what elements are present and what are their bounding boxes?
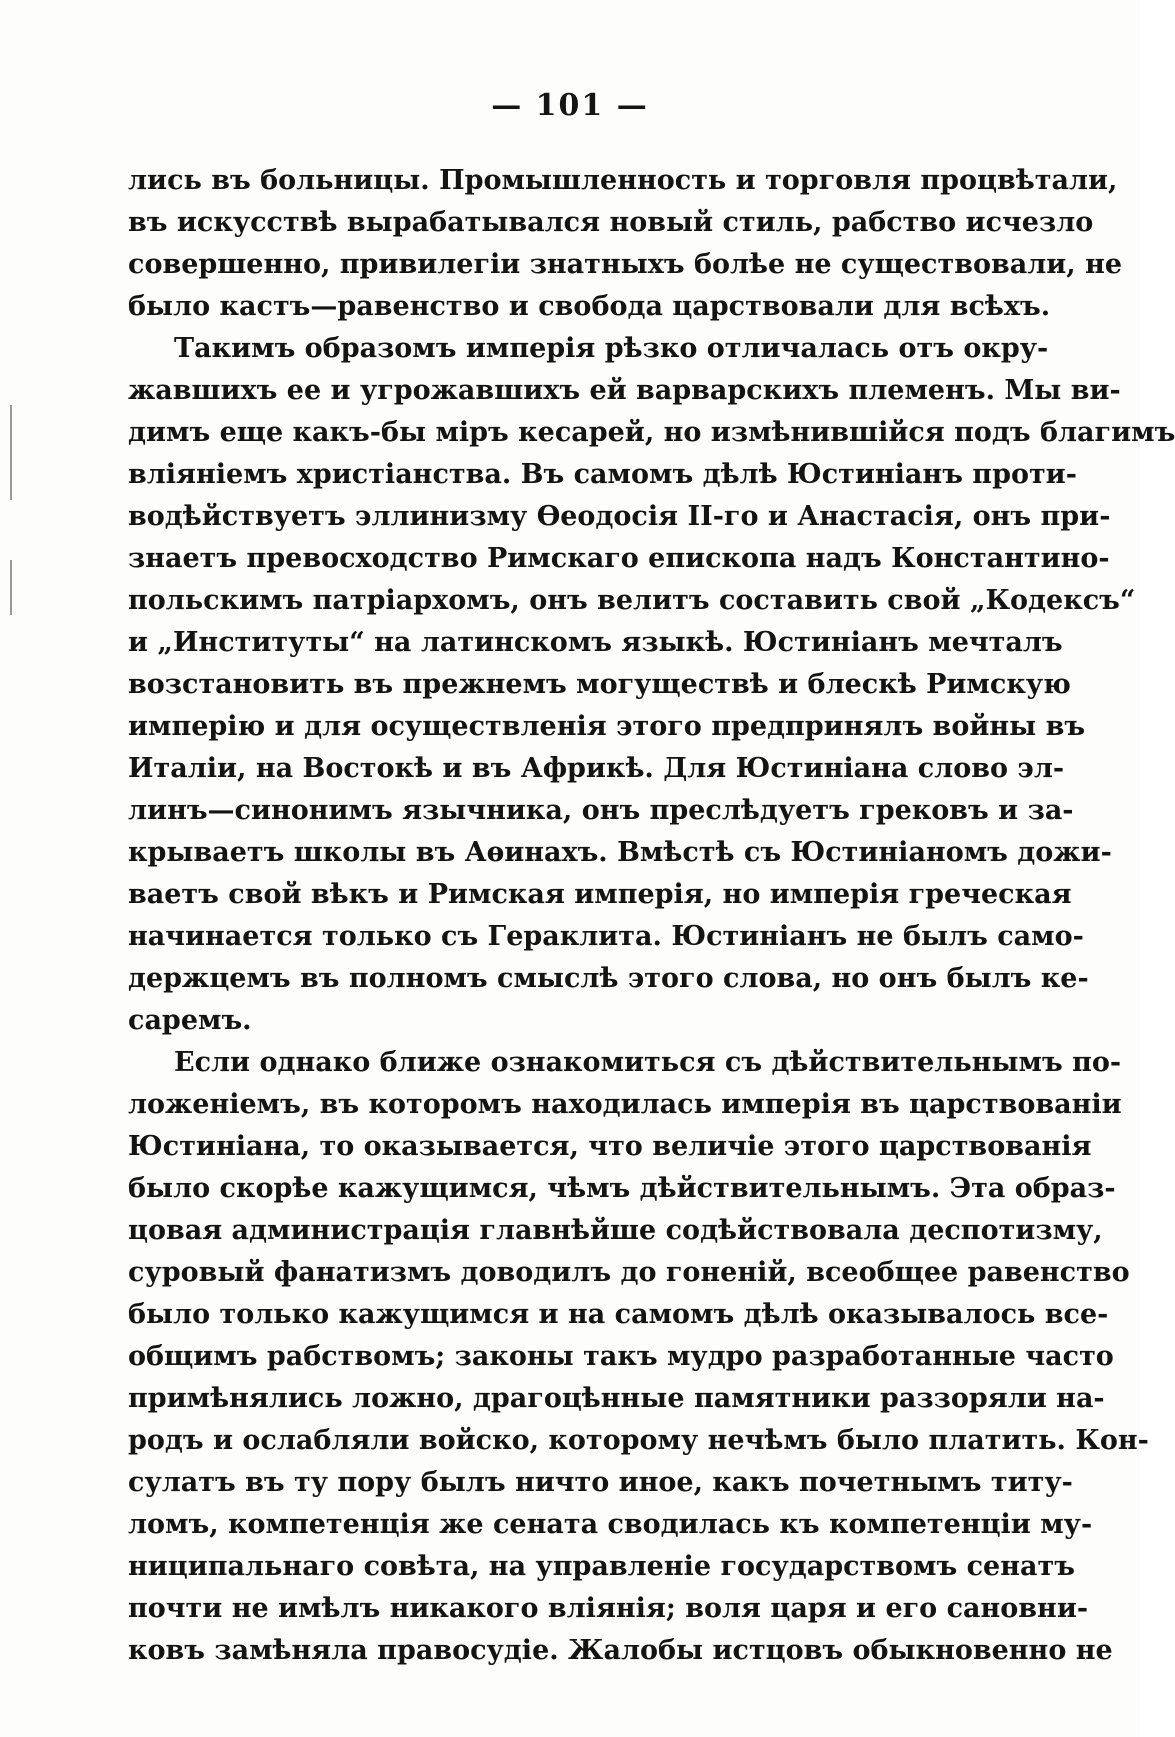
text-line: ложеніемъ, въ которомъ находилась имперія въ царствованіи xyxy=(128,1089,1122,1120)
page-number: — 101 — xyxy=(491,88,649,123)
text-line: возстановить въ прежнемъ могуществѣ и блескѣ Римскую xyxy=(128,669,1071,700)
text-line: Италіи, на Востокѣ и въ Африкѣ. Для Юстиніана слово эл- xyxy=(128,753,1065,784)
text-line: имперію и для осуществленія этого предпринялъ войны въ xyxy=(128,711,1086,742)
text-line: польскимъ патріархомъ, онъ велитъ составить свой „Кодексъ“ xyxy=(128,585,1136,616)
text-line: примѣнялись ложно, драгоцѣнные памятники раззоряли на- xyxy=(128,1383,1105,1414)
text-line: Если однако ближе ознакомиться съ дѣйствительнымъ по- xyxy=(174,1047,1122,1078)
text-line: ваетъ свой вѣкъ и Римская имперія, но имперія греческая xyxy=(128,879,1072,910)
text-line: и „Институты“ на латинскомъ языкѣ. Юстиніанъ мечталъ xyxy=(128,627,1063,658)
text-line: общимъ рабствомъ; законы такъ мудро разработанные часто xyxy=(128,1341,1114,1372)
text-line: саремъ. xyxy=(128,1005,252,1036)
text-line: крываетъ школы въ Аѳинахъ. Вмѣстѣ съ Юстиніаномъ дожи- xyxy=(128,837,1112,868)
text-line: знаетъ превосходство Римскаго епископа надъ Константино- xyxy=(128,543,1110,574)
text-line: родъ и ослабляли войско, которому нечѣмъ было платить. Кон- xyxy=(128,1425,1149,1456)
text-line: ниципальнаго совѣта, на управленіе государствомъ сенатъ xyxy=(128,1551,1075,1582)
text-line: совершенно, привилегіи знатныхъ болѣе не существовали, не xyxy=(128,249,1123,280)
text-line: вліяніемъ христіанства. Въ самомъ дѣлѣ Юстиніанъ проти- xyxy=(128,459,1077,490)
text-line: жавшихъ ее и угрожавшихъ ей варварскихъ племенъ. Мы ви- xyxy=(128,375,1121,406)
text-line: димъ еще какъ-бы міръ кесарей, но измѣнившійся подъ благимъ xyxy=(128,417,1175,448)
paragraph-1 xyxy=(128,160,1123,328)
margin-scan-mark xyxy=(10,405,12,500)
margin-scan-mark xyxy=(10,560,12,615)
text-line: сулатъ въ ту пору былъ ничто иное, какъ почетнымъ титу- xyxy=(128,1467,1073,1498)
text-line: было кастъ—равенство и свобода царствовали для всѣхъ. xyxy=(128,291,1051,322)
text-line: линъ—синонимъ язычника, онъ преслѣдуетъ грековъ и за- xyxy=(128,795,1074,826)
text-line: ломъ, компетенція же сената сводилась къ компетенціи му- xyxy=(128,1509,1093,1540)
text-line: Юстиніана, то оказывается, что величіе этого царствованія xyxy=(128,1131,1092,1162)
body-text xyxy=(128,160,1175,1672)
paragraph-3 xyxy=(128,1042,1149,1672)
text-line: было скорѣе кажущимся, чѣмъ дѣйствительнымъ. Эта образ- xyxy=(128,1173,1116,1204)
text-line: начинается только съ Гераклита. Юстиніанъ не былъ само- xyxy=(128,921,1084,952)
text-line: въ искусствѣ вырабатывался новый стиль, рабство исчезло xyxy=(128,207,1094,238)
text-line: было только кажущимся и на самомъ дѣлѣ оказывалось все- xyxy=(128,1299,1109,1330)
paragraph-2 xyxy=(128,328,1175,1042)
text-line: суровый фанатизмъ доводилъ до гоненій, всеобщее равенство xyxy=(128,1257,1130,1288)
text-line: лись въ больницы. Промышленность и торговля процвѣтали, xyxy=(128,165,1118,196)
text-line: Такимъ образомъ имперія рѣзко отличалась отъ окру- xyxy=(174,333,1049,364)
text-line: водѣйствуетъ эллинизму Өеодосія II-го и Анастасія, онъ при- xyxy=(128,501,1111,532)
text-line: цовая администрація главнѣйше содѣйствовала деспотизму, xyxy=(128,1215,1103,1246)
text-line: держцемъ въ полномъ смыслѣ этого слова, но онъ былъ ке- xyxy=(128,963,1089,994)
text-line: почти не имѣлъ никакого вліянія; воля царя и его сановни- xyxy=(128,1593,1089,1624)
text-line: ковъ замѣняла правосудіе. Жалобы истцовъ обыкновенно не xyxy=(128,1635,1113,1666)
